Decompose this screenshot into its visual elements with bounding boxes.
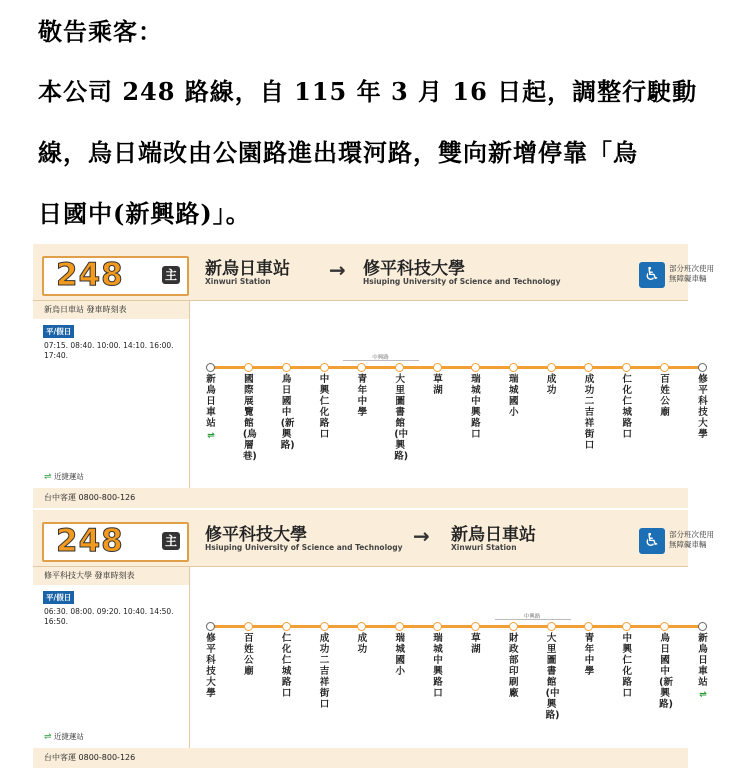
accessibility-note: 部分班次使用 無障礙車輛	[669, 264, 714, 283]
stop-name: 修平科技大學	[206, 633, 216, 699]
route-panel-inbound	[33, 510, 714, 768]
stop-name: 百姓公廟	[660, 374, 670, 418]
day-type-badge: 平/假日	[43, 591, 74, 604]
stop-marker	[698, 363, 707, 372]
timetable-title: 新烏日車站 發車時刻表	[33, 301, 189, 319]
stop-name: 百姓公廟	[244, 633, 254, 677]
departure-times: 07:15. 08:40. 10:00. 14:10. 16:00. 17:40.	[44, 341, 174, 360]
stop-name: 青年中學	[357, 374, 368, 418]
stop-name: 青年中學	[584, 633, 595, 677]
destination-name-en: Hsiuping University of Science and Technology	[363, 277, 561, 286]
stop-name: 草湖	[471, 633, 481, 655]
via-segment-label: 中興路	[523, 614, 541, 620]
stop-name: 新烏日車站 ⇌	[698, 633, 708, 700]
stop-name: 財政部印刷廠	[509, 633, 519, 699]
stop-marker	[282, 622, 291, 631]
route-number: 248	[56, 257, 124, 293]
stop-name: 新烏日車站 ⇌	[206, 374, 216, 441]
stop-marker	[320, 622, 329, 631]
stop-name: 草湖	[433, 374, 443, 396]
mrt-transfer-icon: ⇌	[44, 732, 52, 742]
accessibility-note: 部分班次使用 無障礙車輛	[669, 530, 714, 549]
stop-name: 國際展覽館(烏層巷)	[242, 374, 257, 462]
origin-name-en: Xinwuri Station	[205, 277, 271, 286]
direction-arrow: →	[329, 258, 346, 282]
route-number-box	[42, 256, 189, 296]
stop-marker	[357, 622, 366, 631]
stop-marker	[471, 622, 480, 631]
route-header	[33, 244, 714, 301]
origin-name: 新烏日車站	[205, 259, 290, 279]
timetable-title: 修平科技大學 發車時刻表	[33, 567, 189, 585]
stop-name: 中興仁化路口	[319, 374, 330, 440]
stop-name: 大里圖書館(中興路)	[394, 374, 409, 462]
day-type-badge: 平/假日	[43, 325, 74, 338]
mrt-legend	[44, 471, 84, 482]
stop-name: 仁化仁城路口	[622, 374, 633, 440]
stop-marker	[584, 622, 593, 631]
stop-name: 中興仁化路口	[622, 633, 633, 699]
stop-name: 成功二吉祥街口	[319, 633, 330, 710]
stop-marker	[320, 363, 329, 372]
stop-marker	[584, 363, 593, 372]
stop-marker	[206, 622, 215, 631]
stop-name: 瑞城國小	[509, 374, 519, 418]
mrt-legend	[44, 731, 84, 742]
wheelchair-icon: ♿	[639, 262, 665, 288]
route-number-box	[42, 522, 189, 562]
notice-heading: 敬告乘客：	[38, 17, 163, 46]
destination-name: 新烏日車站	[451, 525, 536, 545]
footer-bar	[189, 488, 688, 508]
stop-name: 烏日國中(新興路)	[280, 374, 295, 451]
origin-name: 修平科技大學	[205, 525, 307, 545]
stop-name: 瑞城中興路口	[471, 374, 481, 440]
stop-marker	[509, 363, 518, 372]
stop-name: 修平科技大學	[698, 374, 708, 440]
notice-line-3: 日國中(新興路)」。	[38, 199, 251, 228]
route-number: 248	[56, 523, 124, 559]
mrt-transfer-icon: ⇌	[699, 690, 707, 700]
stop-marker	[282, 363, 291, 372]
stop-name: 成功二吉祥街口	[584, 374, 595, 451]
mrt-legend-label: 近捷運站	[53, 472, 84, 481]
stop-name: 瑞城中興路口	[433, 633, 443, 699]
notice-line-1: 本公司 248 路線，自 115 年 3 月 16 日起，調整行駛動	[38, 77, 698, 106]
stop-marker	[395, 363, 404, 372]
stop-name: 成功	[357, 633, 368, 655]
stop-name: 烏日國中(新興路)	[659, 633, 673, 710]
origin-name-en: Hsiuping University of Science and Technology	[205, 543, 403, 552]
route-panel-outbound	[33, 244, 714, 508]
stop-marker	[395, 622, 404, 631]
stop-marker	[622, 363, 631, 372]
stop-marker	[357, 363, 366, 372]
stop-marker	[244, 622, 253, 631]
stop-marker	[509, 622, 518, 631]
departure-times: 06:30. 08:00. 09:20. 10:40. 14:50. 16:50.	[44, 607, 174, 626]
stop-name: 瑞城國小	[395, 633, 405, 677]
stop-name: 成功	[546, 374, 557, 396]
via-segment-label: 中興路	[372, 355, 389, 361]
hotline: 台中客運 0800-800-126	[33, 488, 189, 508]
mrt-transfer-icon: ⇌	[207, 431, 215, 441]
stop-marker	[622, 622, 631, 631]
hotline: 台中客運 0800-800-126	[33, 748, 189, 768]
direction-arrow: →	[413, 524, 430, 548]
stop-name: 仁化仁城路口	[281, 633, 292, 699]
stop-marker	[206, 363, 215, 372]
main-route-badge: 主	[162, 532, 180, 550]
mrt-transfer-icon: ⇌	[44, 472, 52, 482]
footer-bar	[189, 748, 688, 768]
stop-marker	[547, 363, 556, 372]
wheelchair-icon: ♿	[639, 528, 665, 554]
mrt-legend-label: 近捷運站	[53, 732, 84, 741]
stop-marker	[547, 622, 556, 631]
stop-marker	[244, 363, 253, 372]
destination-name-en: Xinwuri Station	[451, 543, 517, 552]
stop-marker	[433, 622, 442, 631]
timetable-column	[33, 567, 190, 768]
stop-marker	[660, 622, 669, 631]
stop-marker	[433, 363, 442, 372]
route-header	[33, 510, 714, 567]
stop-marker	[660, 363, 669, 372]
stop-marker	[471, 363, 480, 372]
destination-name: 修平科技大學	[363, 259, 465, 279]
notice-line-2: 線，烏日端改由公園路進出環河路，雙向新增停靠「烏	[38, 138, 638, 167]
main-route-badge: 主	[162, 266, 180, 284]
stop-marker	[698, 622, 707, 631]
stop-name: 大里圖書館(中興路)	[545, 633, 560, 721]
timetable-column	[33, 301, 190, 508]
